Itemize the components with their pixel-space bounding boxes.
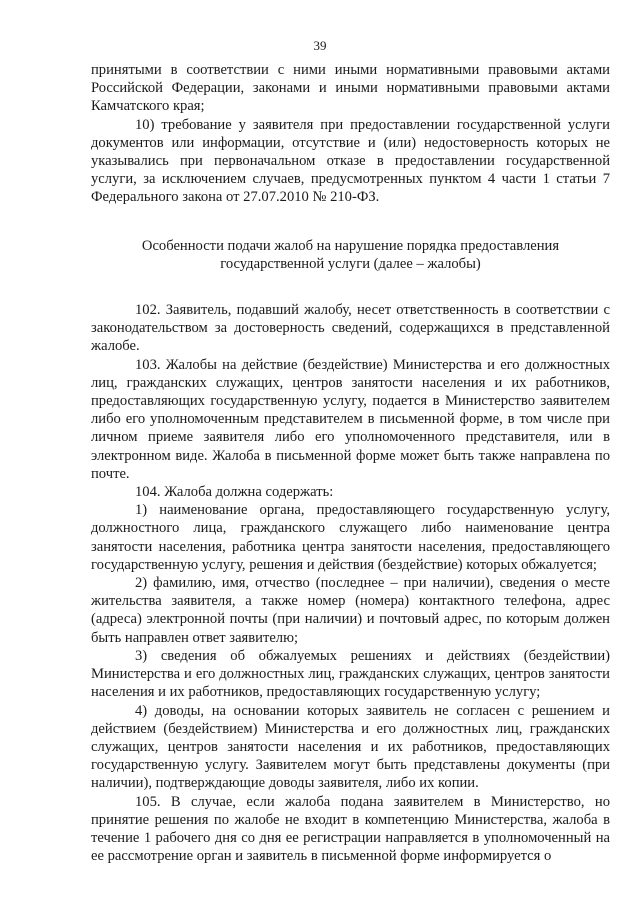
paragraph-104-item-3: 3) сведения об обжалуемых решениях и действиях (бездействии) Министерства и его должностных лиц, гражданских служащих, центров занятости населения и их работников, предоставляющих государственную услугу;: [91, 647, 610, 701]
paragraph-104: 104. Жалоба должна содержать:: [135, 484, 334, 501]
page-number: 39: [313, 38, 327, 53]
paragraph-item-10: 10) требование у заявителя при предоставлении государственной услуги документов или информации, отсутствие и (или) недостоверность которых не указывались при первоначальном отказе в предоставлении государственной услуги, за исключением случаев, предусмотренных пунктом 4 части 1 статьи 7 Федерального закона от 27.07.2010 № 210-ФЗ.: [91, 116, 610, 206]
paragraph-102: 102. Заявитель, подавший жалобу, несет ответственность в соответствии с законодательством за достоверность сведений, содержащихся в представленной жалобе.: [91, 302, 610, 355]
section-heading: Особенности подачи жалоб на нарушение порядка предоставления государственной услуги (далее – жалобы): [141, 237, 560, 272]
paragraph-104-item-4: 4) доводы, на основании которых заявитель не согласен с решением и действием (бездействием) Министерства и его должностных лиц, гражданских служащих, центров занятости населения и их работников, предоставляющих государственную услугу. Заявителем могут быть представлены документы (при наличии), подтверждающие доводы заявителя, либо их копии.: [91, 702, 610, 792]
document-body: [91, 61, 610, 865]
paragraph-103: 103. Жалобы на действие (бездействие) Министерства и его должностных лиц, гражданских служащих, центров занятости населения и их работников, предоставляющих государственную услугу, подается в Министерство заявителем либо его уполномоченным представителем в письменной форме, в том числе при личном приеме заявителя либо его уполномоченного представителя, или в электронном виде. Жалоба в письменной форме может быть также направлена по почте.: [91, 356, 610, 482]
paragraph-105: 105. В случае, если жалоба подана заявителем в Министерство, но принятие решения по жалобе не входит в компетенцию Министерства, жалоба в течение 1 рабочего дня со дня ее регистрации направляется в уполномоченный на ее рассмотрение орган и заявитель в письменной форме информируется о: [91, 793, 610, 865]
paragraph-104-item-1: 1) наименование органа, предоставляющего государственную услугу, должностного лица, гражданского служащего либо наименование центра занятости населения, работника центра занятости населения, предоставляющего государственную услугу, решения и действия (бездействие) которых обжалуется;: [91, 502, 610, 573]
paragraph-continuation: принятыми в соответствии с ними иными нормативными правовыми актами Российской Федерации, законами и иными нормативными правовыми актами Камчатского края;: [91, 62, 610, 115]
paragraph-104-item-2: 2) фамилию, имя, отчество (последнее – при наличии), сведения о месте жительства заявителя, а также номер (номера) контактного телефона, адрес (адреса) электронной почты (при наличии) и почтовый адрес, по которым должен быть направлен ответ заявителю;: [91, 575, 610, 646]
